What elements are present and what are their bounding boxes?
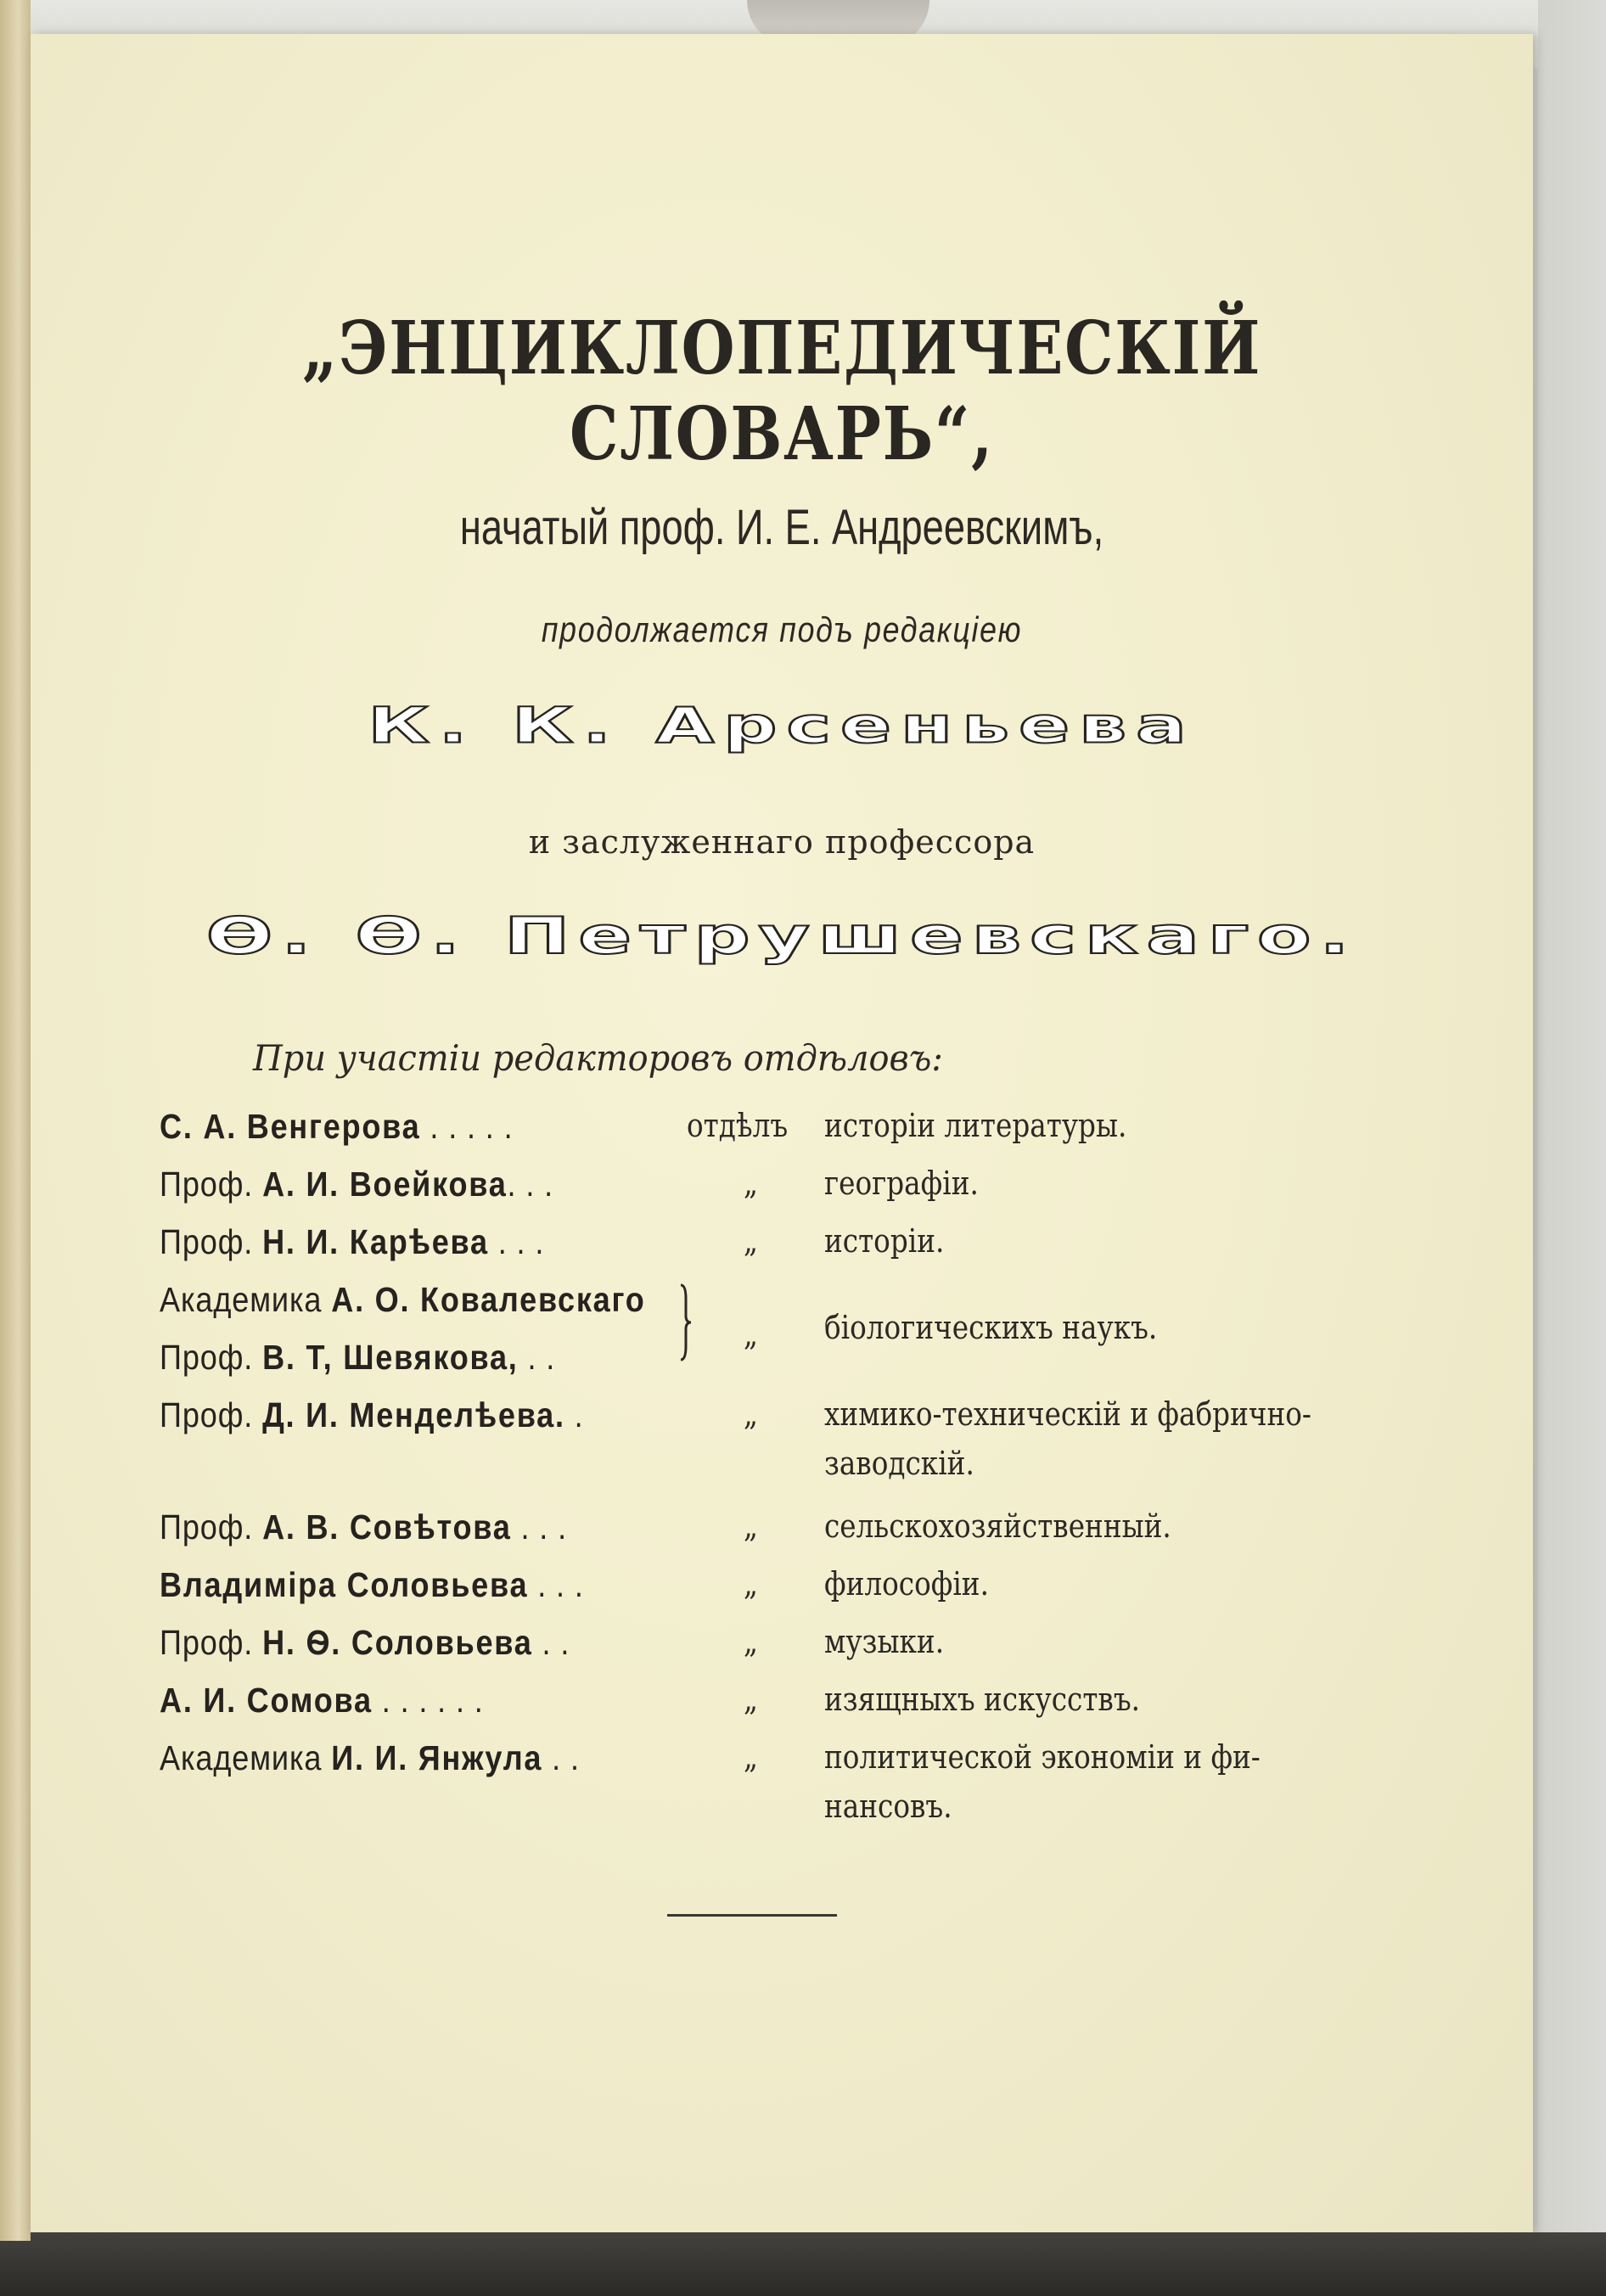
editor-name: Проф. А. В. Совѣтова . . .: [160, 1507, 568, 1547]
department-name: музыки.: [824, 1623, 945, 1660]
editor-row: [31, 1222, 1533, 1273]
editor-name: А. И. Сомова . . . . . .: [160, 1681, 484, 1720]
editor-row: [31, 1309, 1533, 1389]
chief-editor-1: К. К. Арсеньева: [368, 697, 1196, 755]
department-name: географіи.: [824, 1165, 979, 1202]
department-name-continued: заводскій.: [824, 1445, 974, 1482]
brace-icon: [677, 1282, 693, 1363]
ditto-mark: „: [744, 1165, 758, 1202]
background-surface-right: [1538, 0, 1606, 2296]
section-editors-heading: При участіи редакторовъ отдѣловъ:: [253, 1037, 943, 1079]
editor-name: С. А. Венгерова . . . . .: [160, 1107, 514, 1146]
editor-row: [31, 1623, 1533, 1674]
ditto-mark: „: [744, 1738, 758, 1776]
editor-name: Проф. Д. И. Менделѣева. .: [160, 1395, 584, 1434]
department-name: химико-техническій и фабрично-: [824, 1395, 1311, 1433]
editor-row: [31, 1107, 1533, 1158]
department-name: исторіи.: [824, 1222, 945, 1260]
ditto-mark: „: [744, 1316, 758, 1353]
editor-name: Проф. Н. И. Карѣева . . .: [160, 1222, 545, 1261]
editor-row: [31, 1565, 1533, 1616]
honored-professor-line: и заслуженнаго профессора: [528, 823, 1036, 861]
book-cover-edge: [0, 0, 31, 2241]
editor-name: Владиміра Соловьева . . .: [160, 1565, 584, 1604]
editor-row: [31, 1280, 1533, 1331]
ditto-mark: „: [744, 1395, 758, 1433]
page-title: „ЭНЦИКЛОПЕДИЧЕСКІЙ СЛОВАРЬ“,: [301, 306, 1262, 477]
editor-row: [31, 1395, 1533, 1482]
ditto-mark: „: [744, 1222, 758, 1260]
founder-line: начатый проф. И. Е. Андреевскимъ,: [459, 500, 1104, 555]
editor-name: Проф. А. И. Воейкова. . .: [160, 1165, 554, 1204]
closing-rule: [667, 1914, 837, 1917]
editor-name: Проф. Н. Ѳ. Соловьева . .: [160, 1623, 570, 1662]
editor-name: Проф. В. Т, Шевякова, . .: [160, 1338, 556, 1377]
chief-editor-2: Ѳ. Ѳ. Петрушевскаго.: [205, 906, 1358, 966]
department-name: политической экономіи и фи-: [824, 1738, 1261, 1776]
grouping-brace: [677, 1282, 693, 1363]
editor-row: [31, 1681, 1533, 1732]
department-name: исторіи литературы.: [824, 1107, 1127, 1144]
ditto-mark: „: [744, 1681, 758, 1718]
department-label: отдѣлъ: [687, 1107, 789, 1144]
continued-under-line: продолжается подъ редакціею: [541, 609, 1023, 649]
background-shadow: [0, 2232, 1606, 2296]
editor-name: Академика А. О. Ковалевскаго: [160, 1280, 646, 1319]
editor-row: [31, 1738, 1533, 1825]
editor-row: [31, 1165, 1533, 1215]
ditto-mark: „: [744, 1565, 758, 1603]
editor-row: [31, 1507, 1533, 1558]
editor-name: Академика И. И. Янжула . .: [160, 1738, 580, 1777]
title-page: [31, 34, 1533, 2232]
department-name-continued: нансовъ.: [824, 1788, 952, 1825]
department-name: философіи.: [824, 1565, 989, 1603]
ditto-mark: „: [744, 1623, 758, 1660]
department-name: сельскохозяйственный.: [824, 1507, 1171, 1545]
department-name: изящныхъ искусствъ.: [824, 1681, 1141, 1718]
department-name: біологическихъ наукъ.: [824, 1309, 1158, 1346]
ditto-mark: „: [744, 1507, 758, 1545]
